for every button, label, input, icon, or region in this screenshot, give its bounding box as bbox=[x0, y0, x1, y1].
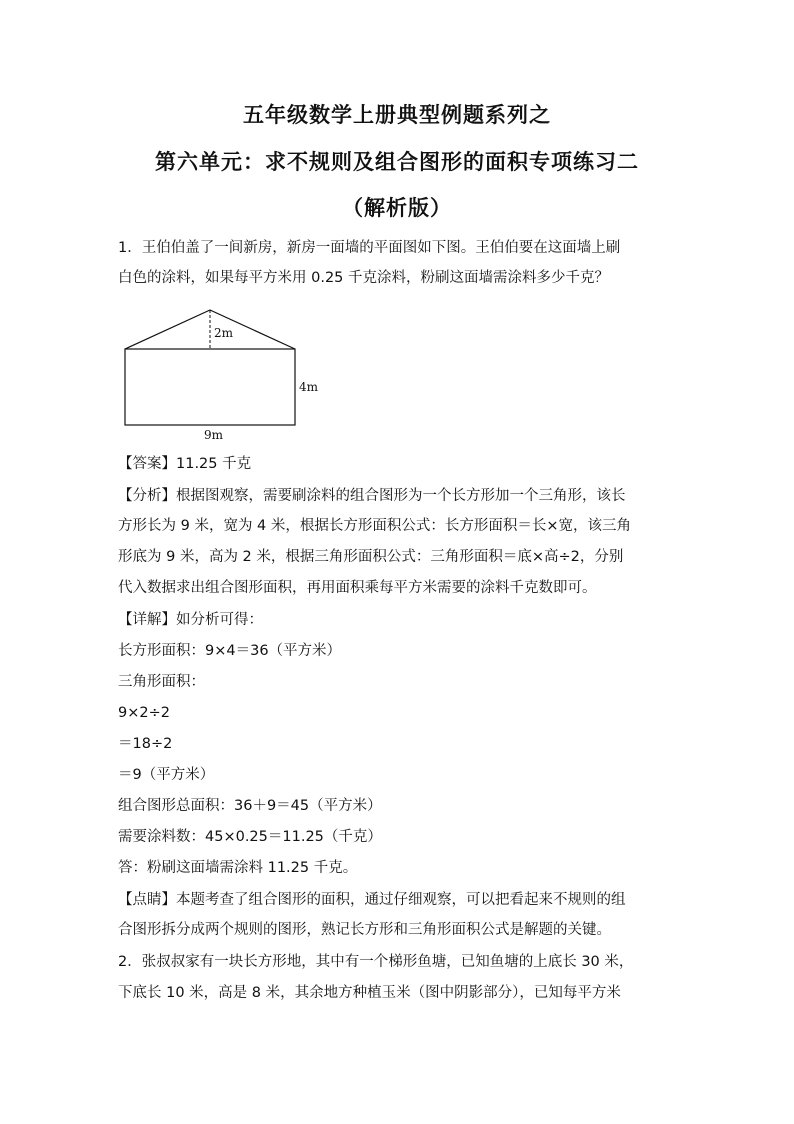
triangle-height-label: 2m bbox=[214, 326, 234, 340]
question1-text-line1: 1．王伯伯盖了一间新房，新房一面墙的平面图如下图。王伯伯要在这面墙上刷 bbox=[118, 240, 621, 256]
version-label: （解析版） bbox=[342, 196, 452, 220]
conclusion-line: 答：粉刷这面墙需涂料 11.25 千克。 bbox=[118, 860, 358, 876]
detail-heading: 【详解】如分析可得： bbox=[118, 612, 263, 628]
analysis-line3: 形底为 9 米，高为 2 米，根据三角形面积公式：三角形面积＝底×高÷2，分别 bbox=[118, 549, 624, 565]
triangle-step2: ＝18÷2 bbox=[118, 736, 173, 752]
analysis-line2: 方形长为 9 米，宽为 4 米，根据长方形面积公式：长方形面积＝长×宽，该三角 bbox=[118, 518, 632, 534]
wall-diagram bbox=[118, 304, 328, 444]
paint-amount-step: 需要涂料数：45×0.25＝11.25（千克） bbox=[118, 829, 382, 845]
triangle-area-heading: 三角形面积： bbox=[118, 674, 205, 690]
wall-rectangle bbox=[125, 349, 295, 425]
analysis-line1: 【分析】根据图观察，需要刷涂料的组合图形为一个长方形加一个三角形，该长 bbox=[118, 488, 626, 504]
rectangle-side-label: 4m bbox=[299, 380, 319, 394]
question1-text-line2: 白色的涂料，如果每平方米用 0.25 千克涂料，粉刷这面墙需涂料多少千克？ bbox=[118, 270, 610, 286]
document-subtitle: 第六单元：求不规则及组合图形的面积专项练习二 bbox=[155, 150, 639, 174]
question2-text-line2: 下底长 10 米，高是 8 米，其余地方种植玉米（图中阴影部分），已知每平方米 bbox=[118, 985, 621, 1001]
triangle-step1: 9×2÷2 bbox=[118, 705, 170, 721]
comment-line1: 【点睛】本题考查了组合图形的面积，通过仔细观察，可以把看起来不规则的组 bbox=[118, 892, 626, 908]
rectangle-base-label: 9m bbox=[204, 428, 224, 442]
answer-line: 【答案】11.25 千克 bbox=[118, 456, 252, 472]
comment-line2: 合图形拆分成两个规则的图形，熟记长方形和三角形面积公式是解题的关键。 bbox=[118, 922, 611, 938]
triangle-step3: ＝9（平方米） bbox=[118, 767, 215, 783]
document-title: 五年级数学上册典型例题系列之 bbox=[243, 103, 551, 127]
total-area-step: 组合图形总面积：36＋9＝45（平方米） bbox=[118, 798, 382, 814]
analysis-line4: 代入数据求出组合图形面积，再用面积乘每平方米需要的涂料千克数即可。 bbox=[118, 580, 597, 596]
rectangle-area-step: 长方形面积：9×4＝36（平方米） bbox=[118, 643, 342, 659]
question2-text-line1: 2．张叔叔家有一块长方形地，其中有一个梯形鱼塘，已知鱼塘的上底长 30 米， bbox=[118, 954, 634, 970]
